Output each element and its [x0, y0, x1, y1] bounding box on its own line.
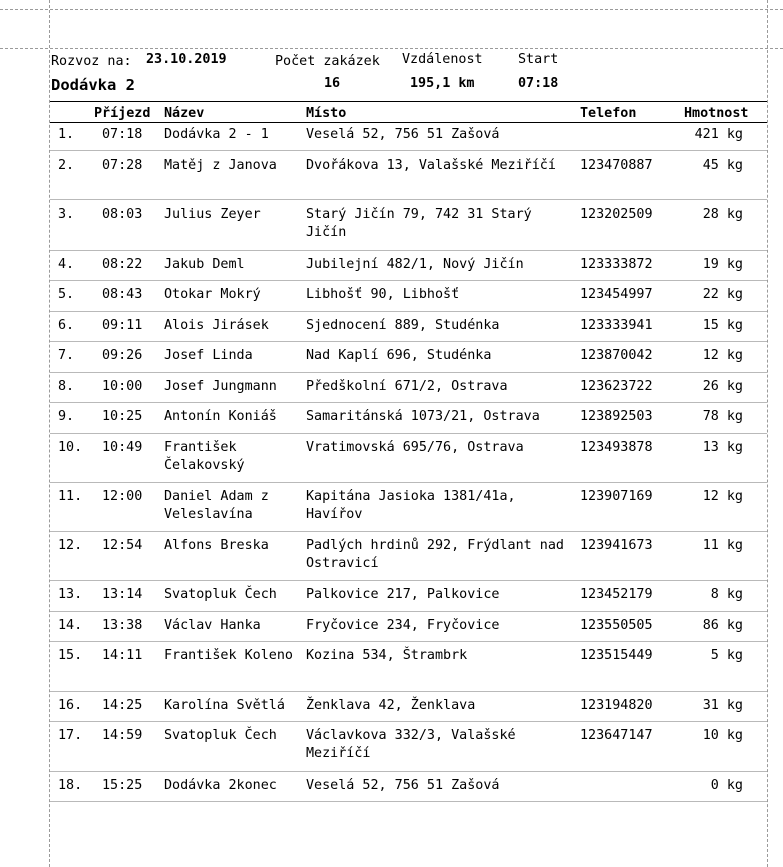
customer-name: Antonín Koniáš [164, 409, 277, 424]
col-place: Místo [306, 106, 347, 121]
arrival-time: 12:00 [102, 489, 143, 504]
row-separator [50, 199, 767, 200]
phone-number: 123194820 [580, 698, 653, 713]
customer-name: František Koleno [164, 648, 293, 663]
row-separator [50, 311, 767, 312]
row-number: 1. [58, 127, 75, 142]
customer-name: Matěj z Janova [164, 158, 277, 173]
row-number: 10. [58, 440, 83, 455]
header-guide [0, 48, 783, 49]
package-weight: 13 kg [702, 440, 743, 455]
delivery-place: Veselá 52, 756 51 Zašová [306, 778, 500, 793]
phone-number: 123892503 [580, 409, 653, 424]
start-value: 07:18 [518, 76, 559, 91]
arrival-time: 14:59 [102, 728, 143, 743]
arrival-time: 10:49 [102, 440, 143, 455]
package-weight: 31 kg [702, 698, 743, 713]
row-number: 7. [58, 348, 75, 363]
row-separator [50, 721, 767, 722]
row-separator [50, 341, 767, 342]
package-weight: 28 kg [702, 207, 743, 222]
arrival-time: 07:28 [102, 158, 143, 173]
customer-name: Václav Hanka [164, 618, 261, 633]
row-number: 15. [58, 648, 83, 663]
distance-value: 195,1 km [410, 76, 475, 91]
delivery-place: Sjednocení 889, Studénka [306, 318, 500, 333]
row-separator [50, 280, 767, 281]
package-weight: 86 kg [702, 618, 743, 633]
row-separator [50, 611, 767, 612]
margin-guide-top [0, 9, 783, 10]
customer-name: Alfons Breska [164, 538, 269, 553]
customer-name: Dodávka 2konec [164, 778, 277, 793]
package-weight: 8 kg [710, 587, 743, 602]
arrival-time: 09:26 [102, 348, 143, 363]
delivery-place: Jubilejní 482/1, Nový Jičín [306, 257, 524, 272]
customer-name: Jakub Deml [164, 257, 245, 272]
delivery-place: Vratimovská 695/76, Ostrava [306, 440, 524, 455]
delivery-place: Veselá 52, 756 51 Zašová [306, 127, 500, 142]
customer-name: František Čelakovský [164, 440, 245, 473]
arrival-time: 14:11 [102, 648, 143, 663]
header-rule-top [50, 101, 767, 102]
phone-number: 123647147 [580, 728, 653, 743]
row-number: 4. [58, 257, 75, 272]
delivery-place: Starý Jičín 79, 742 31 Starý Jičín [306, 207, 532, 240]
customer-name: Dodávka 2 - 1 [164, 127, 269, 142]
row-number: 9. [58, 409, 75, 424]
arrival-time: 15:25 [102, 778, 143, 793]
package-weight: 15 kg [702, 318, 743, 333]
arrival-time: 13:38 [102, 618, 143, 633]
phone-number: 123454997 [580, 287, 653, 302]
delivery-place: Předškolní 671/2, Ostrava [306, 379, 508, 394]
arrival-time: 08:03 [102, 207, 143, 222]
row-separator [50, 372, 767, 373]
arrival-time: 09:11 [102, 318, 143, 333]
delivery-place: Libhošť 90, Libhošť [306, 287, 460, 302]
customer-name: Josef Jungmann [164, 379, 277, 394]
customer-name: Svatopluk Čech [164, 587, 277, 602]
phone-number: 123493878 [580, 440, 653, 455]
customer-name: Daniel Adam z Veleslavína [164, 489, 269, 522]
phone-number: 123202509 [580, 207, 653, 222]
phone-number: 123623722 [580, 379, 653, 394]
phone-number: 123907169 [580, 489, 653, 504]
delivery-place: Dvořákova 13, Valašské Meziříčí [306, 158, 556, 173]
arrival-time: 12:54 [102, 538, 143, 553]
col-arrival: Příjezd [94, 106, 151, 121]
row-separator [50, 691, 767, 692]
customer-name: Alois Jirásek [164, 318, 269, 333]
phone-number: 123550505 [580, 618, 653, 633]
customer-name: Otokar Mokrý [164, 287, 261, 302]
phone-number: 123333872 [580, 257, 653, 272]
arrival-time: 14:25 [102, 698, 143, 713]
row-separator [50, 580, 767, 581]
package-weight: 10 kg [702, 728, 743, 743]
delivery-place: Palkovice 217, Palkovice [306, 587, 500, 602]
row-number: 13. [58, 587, 83, 602]
date-label: Rozvoz na: [51, 54, 132, 69]
row-separator [50, 531, 767, 532]
package-weight: 78 kg [702, 409, 743, 424]
package-weight: 12 kg [702, 489, 743, 504]
row-separator [50, 150, 767, 151]
delivery-place: Ženklava 42, Ženklava [306, 698, 476, 713]
phone-number: 123870042 [580, 348, 653, 363]
row-number: 5. [58, 287, 75, 302]
row-separator [50, 482, 767, 483]
customer-name: Julius Zeyer [164, 207, 261, 222]
distance-label: Vzdálenost [402, 52, 483, 67]
row-number: 16. [58, 698, 83, 713]
phone-number: 123452179 [580, 587, 653, 602]
orders-value: 16 [324, 76, 341, 91]
header-rule-bottom [50, 122, 767, 123]
route-title: Dodávka 2 [51, 76, 135, 94]
arrival-time: 08:22 [102, 257, 143, 272]
delivery-place: Padlých hrdinů 292, Frýdlant nad Ostravicí [306, 538, 564, 571]
row-separator [50, 250, 767, 251]
arrival-time: 10:25 [102, 409, 143, 424]
delivery-place: Nad Kaplí 696, Studénka [306, 348, 492, 363]
row-number: 8. [58, 379, 75, 394]
phone-number: 123470887 [580, 158, 653, 173]
package-weight: 421 kg [694, 127, 743, 142]
package-weight: 45 kg [702, 158, 743, 173]
customer-name: Josef Linda [164, 348, 253, 363]
row-separator [50, 402, 767, 403]
row-number: 6. [58, 318, 75, 333]
delivery-place: Samaritánská 1073/21, Ostrava [306, 409, 540, 424]
row-separator [50, 771, 767, 772]
col-weight: Hmotnost [684, 106, 749, 121]
row-separator [50, 433, 767, 434]
arrival-time: 10:00 [102, 379, 143, 394]
row-number: 11. [58, 489, 83, 504]
orders-label: Počet zakázek [275, 54, 380, 69]
customer-name: Karolína Světlá [164, 698, 285, 713]
delivery-place: Václavkova 332/3, Valašské Meziříčí [306, 728, 516, 761]
phone-number: 123941673 [580, 538, 653, 553]
package-weight: 22 kg [702, 287, 743, 302]
phone-number: 123515449 [580, 648, 653, 663]
package-weight: 19 kg [702, 257, 743, 272]
row-number: 18. [58, 778, 83, 793]
row-separator [50, 641, 767, 642]
arrival-time: 08:43 [102, 287, 143, 302]
package-weight: 0 kg [710, 778, 743, 793]
arrival-time: 13:14 [102, 587, 143, 602]
date-value: 23.10.2019 [146, 52, 227, 67]
customer-name: Svatopluk Čech [164, 728, 277, 743]
row-separator [50, 801, 767, 802]
row-number: 12. [58, 538, 83, 553]
package-weight: 12 kg [702, 348, 743, 363]
margin-guide-right [767, 0, 768, 867]
row-number: 14. [58, 618, 83, 633]
phone-number: 123333941 [580, 318, 653, 333]
col-phone: Telefon [580, 106, 637, 121]
delivery-place: Kozina 534, Štrambrk [306, 648, 468, 663]
package-weight: 11 kg [702, 538, 743, 553]
delivery-place: Fryčovice 234, Fryčovice [306, 618, 500, 633]
row-number: 2. [58, 158, 75, 173]
arrival-time: 07:18 [102, 127, 143, 142]
delivery-place: Kapitána Jasioka 1381/41a, Havířov [306, 489, 516, 522]
package-weight: 5 kg [710, 648, 743, 663]
package-weight: 26 kg [702, 379, 743, 394]
row-number: 17. [58, 728, 83, 743]
start-label: Start [518, 52, 559, 67]
row-number: 3. [58, 207, 75, 222]
col-name: Název [164, 106, 205, 121]
